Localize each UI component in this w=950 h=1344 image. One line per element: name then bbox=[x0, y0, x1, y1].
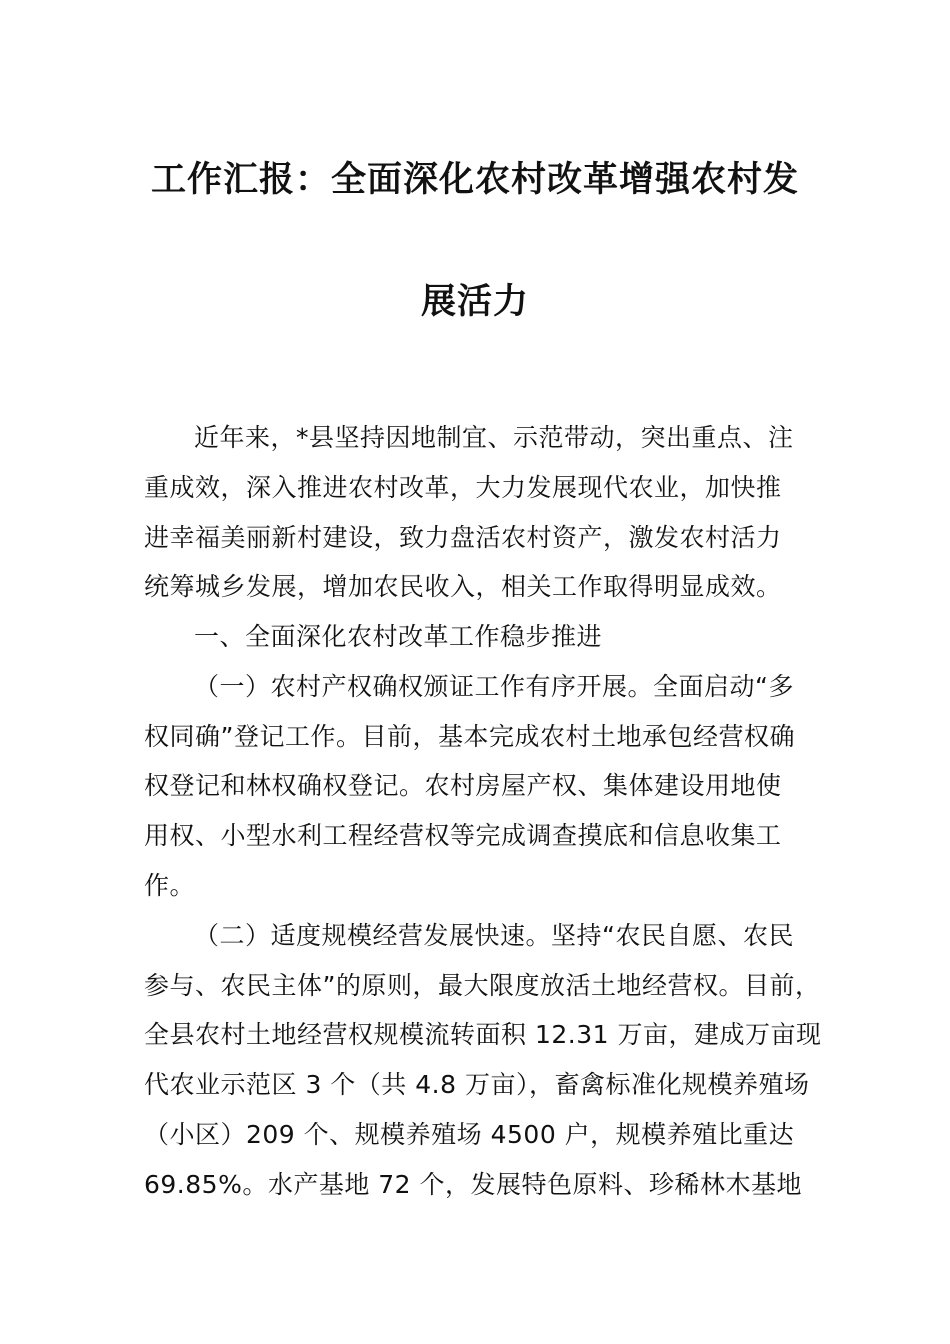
body-line: （小区）209 个、规模养殖场 4500 户，规模养殖比重达 bbox=[144, 1120, 795, 1149]
body-line: 重成效，深入推进农村改革，大力发展现代农业，加快推 bbox=[144, 473, 782, 502]
body-line: 代农业示范区 3 个（共 4.8 万亩），畜禽标准化规模养殖场 bbox=[144, 1070, 810, 1099]
body-line: 参与、农民主体”的原则，最大限度放活土地经营权。目前， bbox=[144, 971, 821, 1000]
body-line: 近年来，*县坚持因地制宜、示范带动，突出重点、注 bbox=[194, 423, 794, 452]
section-heading: 一、全面深化农村改革工作稳步推进 bbox=[194, 622, 603, 651]
body-line: （二）适度规模经营发展快速。坚持“农民自愿、农民 bbox=[194, 921, 794, 950]
body-line: 统筹城乡发展，增加农民收入，相关工作取得明显成效。 bbox=[144, 572, 782, 601]
body-line: 权登记和林权确权登记。农村房屋产权、集体建设用地使 bbox=[144, 771, 782, 800]
document-title-line-1: 工作汇报：全面深化农村改革增强农村发 bbox=[150, 160, 799, 200]
body-line: 69.85%。水产基地 72 个，发展特色原料、珍稀林木基地 bbox=[144, 1170, 803, 1199]
body-line: 作。 bbox=[144, 871, 196, 900]
body-line: 进幸福美丽新村建设，致力盘活农村资产，激发农村活力 bbox=[144, 523, 782, 552]
document-title-line-2: 展活力 bbox=[420, 282, 529, 322]
body-line: 用权、小型水利工程经营权等完成调查摸底和信息收集工 bbox=[144, 821, 782, 850]
body-line: 全县农村土地经营权规模流转面积 12.31 万亩，建成万亩现 bbox=[144, 1020, 822, 1049]
body-line: （一）农村产权确权颁证工作有序开展。全面启动“多 bbox=[194, 672, 794, 701]
body-line: 权同确”登记工作。目前，基本完成农村土地承包经营权确 bbox=[144, 722, 795, 751]
